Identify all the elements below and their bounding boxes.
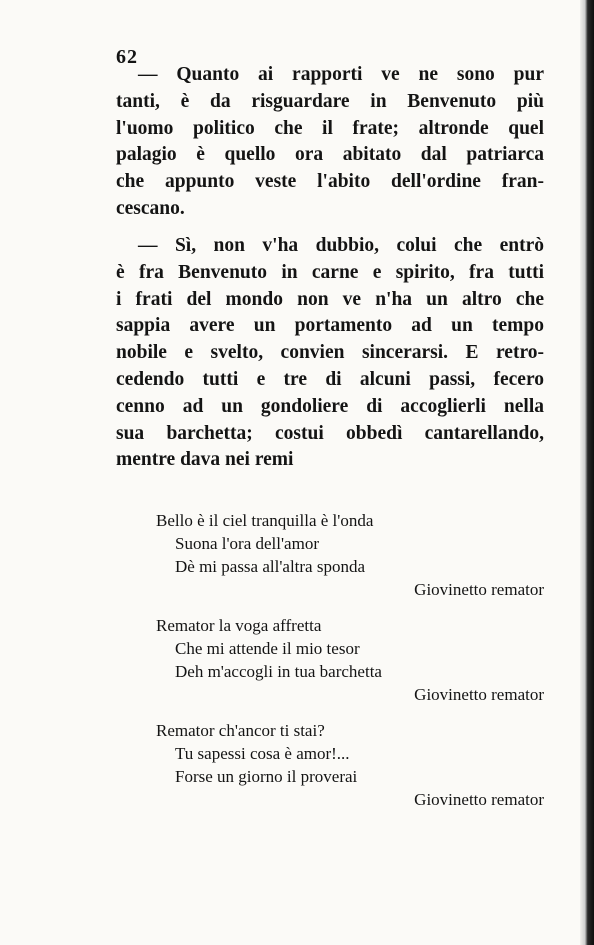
poem-stanza-3 (156, 719, 546, 811)
verse-line: Suona l'ora dell'amor (175, 534, 319, 553)
text-line: palagio è quello ora abitato dal patriarca (116, 144, 544, 166)
refrain-line: Giovinetto remator (414, 790, 544, 809)
refrain-line: Giovinetto remator (414, 580, 544, 599)
text-line: che appunto veste l'abito dell'ordine fran- (116, 171, 544, 193)
text-line: mentre dava nei remi (116, 449, 294, 471)
verse-line: Remator ch'ancor ti stai? (156, 721, 325, 740)
verse-line: Bello è il ciel tranquilla è l'onda (156, 511, 374, 530)
text-line: cenno ad un gondoliere di accoglierli nella (116, 395, 544, 417)
text-line: cedendo tutti e tre di alcuni passi, fecero (116, 368, 544, 390)
verse-line: Dè mi passa all'altra sponda (175, 557, 366, 576)
page-edge-shadow (580, 0, 594, 945)
text-line: sappia avere un portamento ad un tempo (116, 315, 544, 337)
verse-line: Remator la voga affretta (156, 616, 322, 635)
text-line: — Quanto ai rapporti ve ne sono pur (138, 64, 544, 85)
text-line: — Sì, non v'ha dubbio, colui che entrò (138, 235, 544, 256)
page-number: 62 (116, 46, 138, 68)
text-line: sua barchetta; costui obbedì cantarellando, (116, 422, 544, 444)
refrain-line: Giovinetto remator (414, 685, 544, 704)
text-line: nobile e svelto, convien sincerarsi. E retro- (116, 342, 544, 364)
poem-stanza-1 (156, 509, 546, 601)
text-line: cescano. (116, 197, 185, 219)
verse-line: Tu sapessi cosa è amor!... (175, 744, 350, 763)
verse-line: Deh m'accogli in tua barchetta (175, 662, 382, 681)
verse-line: Che mi attende il mio tesor (175, 639, 360, 658)
poem-stanza-2 (156, 614, 546, 706)
verse-line: Forse un giorno il proverai (175, 767, 358, 786)
text-line: i frati del mondo non ve n'ha un altro che (116, 288, 544, 310)
text-line: l'uomo politico che il frate; altronde quel (116, 117, 544, 139)
text-line: tanti, è da risguardare in Benvenuto più (116, 90, 544, 112)
paragraph-1 (116, 62, 544, 223)
paragraph-2 (116, 233, 544, 474)
text-line: è fra Benvenuto in carne e spirito, fra tutti (116, 261, 544, 283)
